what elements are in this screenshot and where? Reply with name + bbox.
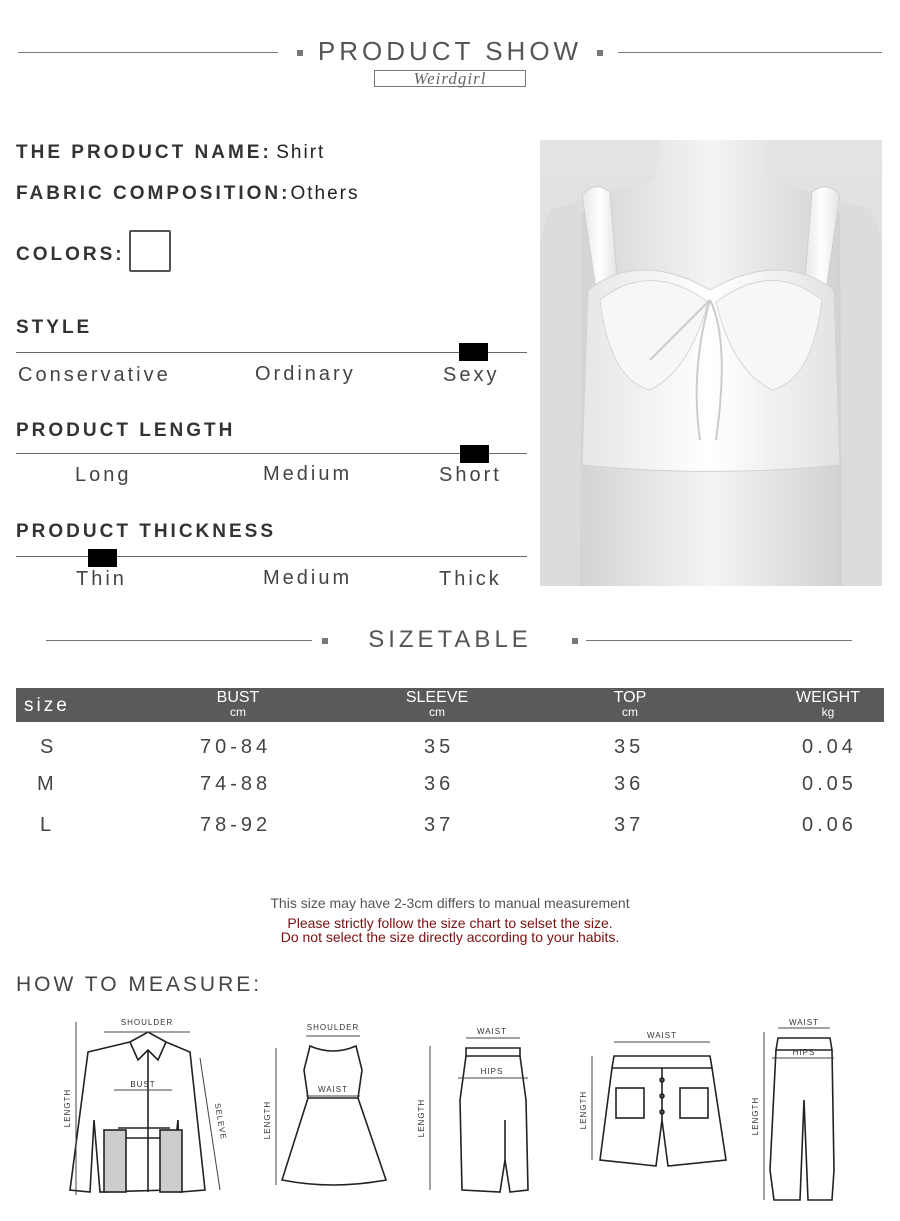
jacket-shoulder-label: SHOULDER (120, 1018, 174, 1027)
sizetable-header (16, 688, 884, 722)
skirt-length-label: LENGTH (417, 1098, 426, 1138)
thickness-option-thick: Thick (439, 568, 502, 590)
col-top: TOP cm (613, 689, 647, 719)
dress-diagram (282, 1046, 386, 1185)
product-photo (540, 140, 882, 586)
thickness-option-medium: Medium (263, 567, 353, 589)
fabric-label: FABRIC COMPOSITION: (16, 183, 291, 204)
table-row-m-sleeve: 36 (424, 773, 455, 795)
style-option-ordinary: Ordinary (255, 363, 356, 385)
thickness-label: PRODUCT THICKNESS (16, 521, 277, 542)
col-size: size (24, 695, 70, 716)
dress-length-label: LENGTH (263, 1100, 272, 1140)
table-row-l-sleeve: 37 (424, 814, 455, 836)
sizetable-title: SIZETABLE (368, 626, 532, 653)
thickness-selected-marker (88, 549, 117, 567)
length-option-short: Short (439, 464, 502, 486)
style-selected-marker (459, 343, 488, 361)
table-row-s-bust: 70-84 (200, 736, 272, 758)
colors-label: COLORS: (16, 244, 125, 265)
pants-hips-label: HIPS (792, 1048, 816, 1057)
length-label: PRODUCT LENGTH (16, 420, 236, 441)
table-row-m-weight: 0.05 (802, 773, 857, 795)
table-row-m-size: M (37, 773, 58, 795)
pants-diagram (770, 1038, 834, 1200)
table-row-m-bust: 74-88 (200, 773, 272, 795)
shorts-waist-label: WAIST (646, 1031, 678, 1040)
table-row-l-top: 37 (614, 814, 645, 836)
jacket-length-label: LENGTH (63, 1088, 72, 1128)
col-bust: BUST cm (216, 689, 260, 719)
how-to-measure-title: HOW TO MEASURE: (16, 973, 263, 996)
pants-length-label: LENGTH (751, 1096, 760, 1136)
header-dot-right (597, 50, 603, 56)
measurement-note: This size may have 2-3cm differs to manual measurement (270, 895, 630, 911)
fabric-value: Others (290, 183, 360, 204)
length-scale-line (16, 453, 527, 454)
dress-waist-label: WAIST (317, 1085, 349, 1094)
color-swatch-white[interactable] (129, 230, 171, 272)
sizetable-rule-right (586, 640, 852, 641)
sizetable-dot-right (572, 638, 578, 644)
pants-waist-label: WAIST (788, 1018, 820, 1027)
style-option-sexy: Sexy (443, 364, 500, 386)
table-row-l-bust: 78-92 (200, 814, 272, 836)
warning-line-2: Do not select the size directly according to your habits. (280, 929, 620, 945)
product-name-value: Shirt (276, 142, 326, 163)
jacket-diagram (70, 1032, 205, 1192)
col-weight: WEIGHT kg (796, 689, 860, 719)
table-row-s-top: 35 (614, 736, 645, 758)
table-row-l-size: L (40, 814, 56, 836)
table-row-s-sleeve: 35 (424, 736, 455, 758)
table-row-s-weight: 0.04 (802, 736, 857, 758)
warning-line-1: Please strictly follow the size chart to selset the size. (287, 915, 613, 931)
header-rule-right (618, 52, 882, 53)
product-name-label: THE PRODUCT NAME: (16, 142, 272, 163)
table-row-l-weight: 0.06 (802, 814, 857, 836)
fabric-row (16, 183, 359, 205)
skirt-waist-label: WAIST (476, 1027, 508, 1036)
shorts-length-label: LENGTH (579, 1090, 588, 1130)
style-option-conservative: Conservative (18, 364, 171, 386)
brand-logo: Weirdgirl (374, 70, 526, 87)
jacket-sleeve-label: SELEVE (212, 1102, 229, 1141)
col-sleeve: SLEEVE cm (405, 689, 469, 719)
style-scale-line (16, 352, 527, 353)
skirt-hips-label: HIPS (480, 1067, 504, 1076)
table-row-s-size: S (40, 736, 58, 758)
page-title: PRODUCT SHOW (317, 36, 583, 66)
measure-diagrams (0, 1010, 900, 1215)
length-selected-marker (460, 445, 489, 463)
length-option-long: Long (75, 464, 132, 486)
shorts-diagram (600, 1056, 726, 1166)
product-name-row (16, 142, 325, 164)
mannequin-illustration (540, 140, 882, 586)
style-label: STYLE (16, 317, 93, 338)
thickness-option-thin: Thin (76, 568, 127, 590)
jacket-bust-label: BUST (130, 1080, 156, 1089)
dress-shoulder-label: SHOULDER (306, 1023, 360, 1032)
table-row-m-top: 36 (614, 773, 645, 795)
length-option-medium: Medium (263, 463, 353, 485)
